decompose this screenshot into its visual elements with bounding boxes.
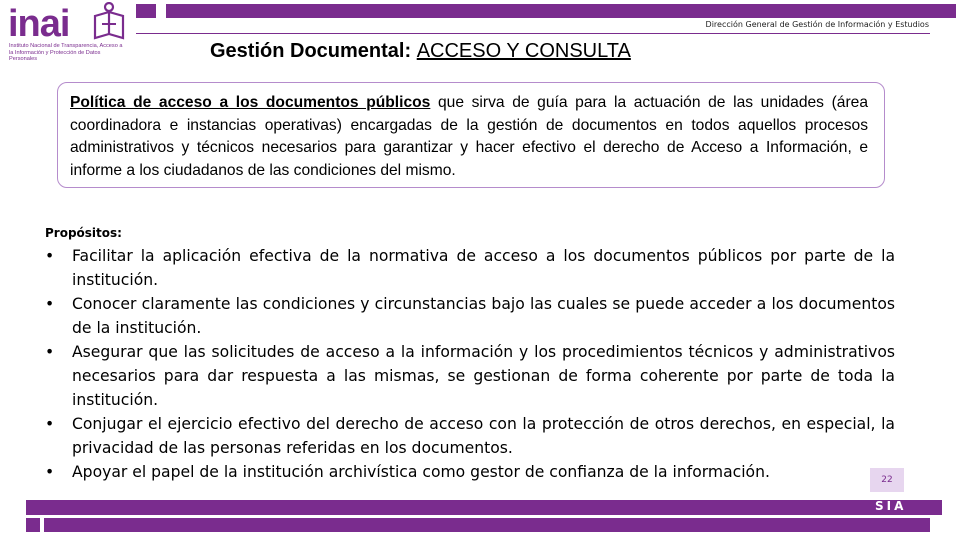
purpose-text: Asegurar que las solicitudes de acceso a la información y los procedimientos técnicos y administrativos necesarios para dar respuesta a las mismas, se gestionan de forma coherente por parte de toda la institución. <box>72 343 895 409</box>
list-item <box>45 244 895 292</box>
purpose-text: Apoyar el papel de la institución archivística como gestor de confianza de la información. <box>72 463 770 481</box>
policy-statement <box>70 92 868 182</box>
purposes-list <box>45 244 895 484</box>
inai-logo <box>8 2 128 64</box>
bullet-icon: • <box>45 463 55 481</box>
logo-wordmark: inai <box>8 3 70 45</box>
page-title <box>210 40 631 63</box>
footer-accent-line <box>44 518 930 532</box>
book-person-icon <box>92 2 126 42</box>
title-emphasis: ACCESO Y CONSULTA <box>416 40 631 62</box>
header-accent-bar <box>166 4 956 18</box>
logo-tagline: Instituto Nacional de Transparencia, Acceso a la Información y Protección de Datos Personales <box>9 43 123 63</box>
purpose-text: Facilitar la aplicación efectiva de la normativa de acceso a los documentos públicos por parte de la institución. <box>72 247 895 289</box>
footer-brand: SIA <box>875 499 907 513</box>
bullet-icon: • <box>45 295 55 313</box>
bullet-icon: • <box>45 247 55 265</box>
page-number-badge: 22 <box>870 468 904 492</box>
footer-accent-square <box>928 500 942 515</box>
list-item <box>45 292 895 340</box>
bullet-icon: • <box>45 343 55 361</box>
footer-accent-square-left <box>26 518 40 532</box>
purpose-text: Conjugar el ejercicio efectivo del derecho de acceso con la protección de otros derechos, en especial, la privacidad de las personas referidas en los documentos. <box>72 415 895 457</box>
list-item <box>45 340 895 412</box>
list-item <box>45 460 895 484</box>
purpose-text: Conocer claramente las condiciones y circunstancias bajo las cuales se puede acceder a los documentos de la institución. <box>72 295 895 337</box>
footer-accent-bar <box>26 500 930 515</box>
title-prefix: Gestión Documental: <box>210 40 417 62</box>
header-divider <box>136 33 930 34</box>
purposes-label: Propósitos: <box>45 226 122 240</box>
header-subtitle: Dirección General de Gestión de Información y Estudios <box>705 20 929 29</box>
bullet-icon: • <box>45 415 55 433</box>
policy-lead: Política de acceso a los documentos públicos <box>70 94 431 111</box>
header-accent-square <box>136 4 156 18</box>
policy-body: que sirva de guía para la actuación de las unidades (área coordinadora e instancias operativas) encargadas de la gestión de documentos en todos aquellos procesos administrativos y técnicos necesarios para garantizar y hacer efectivo el derecho de Acceso a Información, e informe a los ciudadanos de las condiciones del mismo. <box>70 94 869 179</box>
list-item <box>45 412 895 460</box>
